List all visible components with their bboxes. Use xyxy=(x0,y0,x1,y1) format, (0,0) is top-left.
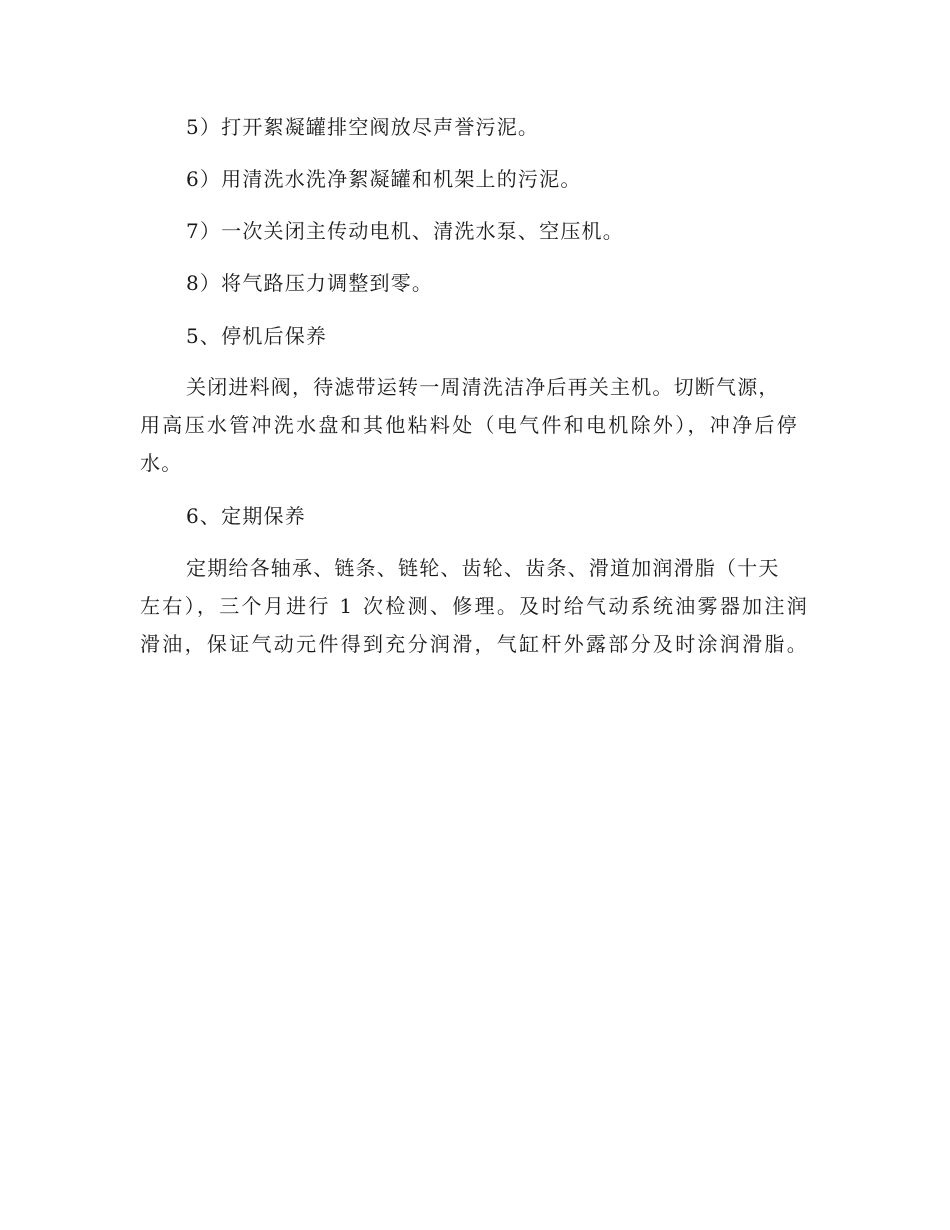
section-5-paragraph-line-2: 用高压水管冲洗水盘和其他粘料处（电气件和电机除外），冲净后停 xyxy=(140,413,799,437)
section-6-paragraph-line-3: 滑油，保证气动元件得到充分润滑，气缸杆外露部分及时涂润滑脂。 xyxy=(140,632,809,656)
section-6-heading: 6、定期保养 xyxy=(186,504,306,528)
section-5-paragraph-line-3: 水。 xyxy=(140,451,183,475)
section-6-paragraph-line-2: 左右），三个月进行 1 次检测、修理。及时给气动系统油雾器加注润 xyxy=(140,594,810,618)
section-5-heading: 5、停机后保养 xyxy=(186,324,328,348)
step-6: 6）用清洗水洗净絮凝罐和机架上的污泥。 xyxy=(186,167,582,191)
step-7: 7）一次关闭主传动电机、清洗水泵、空压机。 xyxy=(186,219,624,243)
section-6-paragraph-line-1: 定期给各轴承、链条、链轮、齿轮、齿条、滑道加润滑脂（十天 xyxy=(186,556,780,580)
step-8: 8）将气路压力调整到零。 xyxy=(186,271,434,295)
step-5: 5）打开絮凝罐排空阀放尽声誉污泥。 xyxy=(186,115,540,139)
section-5-paragraph-line-1: 关闭进料阀，待滤带运转一周清洗洁净后再关主机。切断气源， xyxy=(186,375,780,399)
